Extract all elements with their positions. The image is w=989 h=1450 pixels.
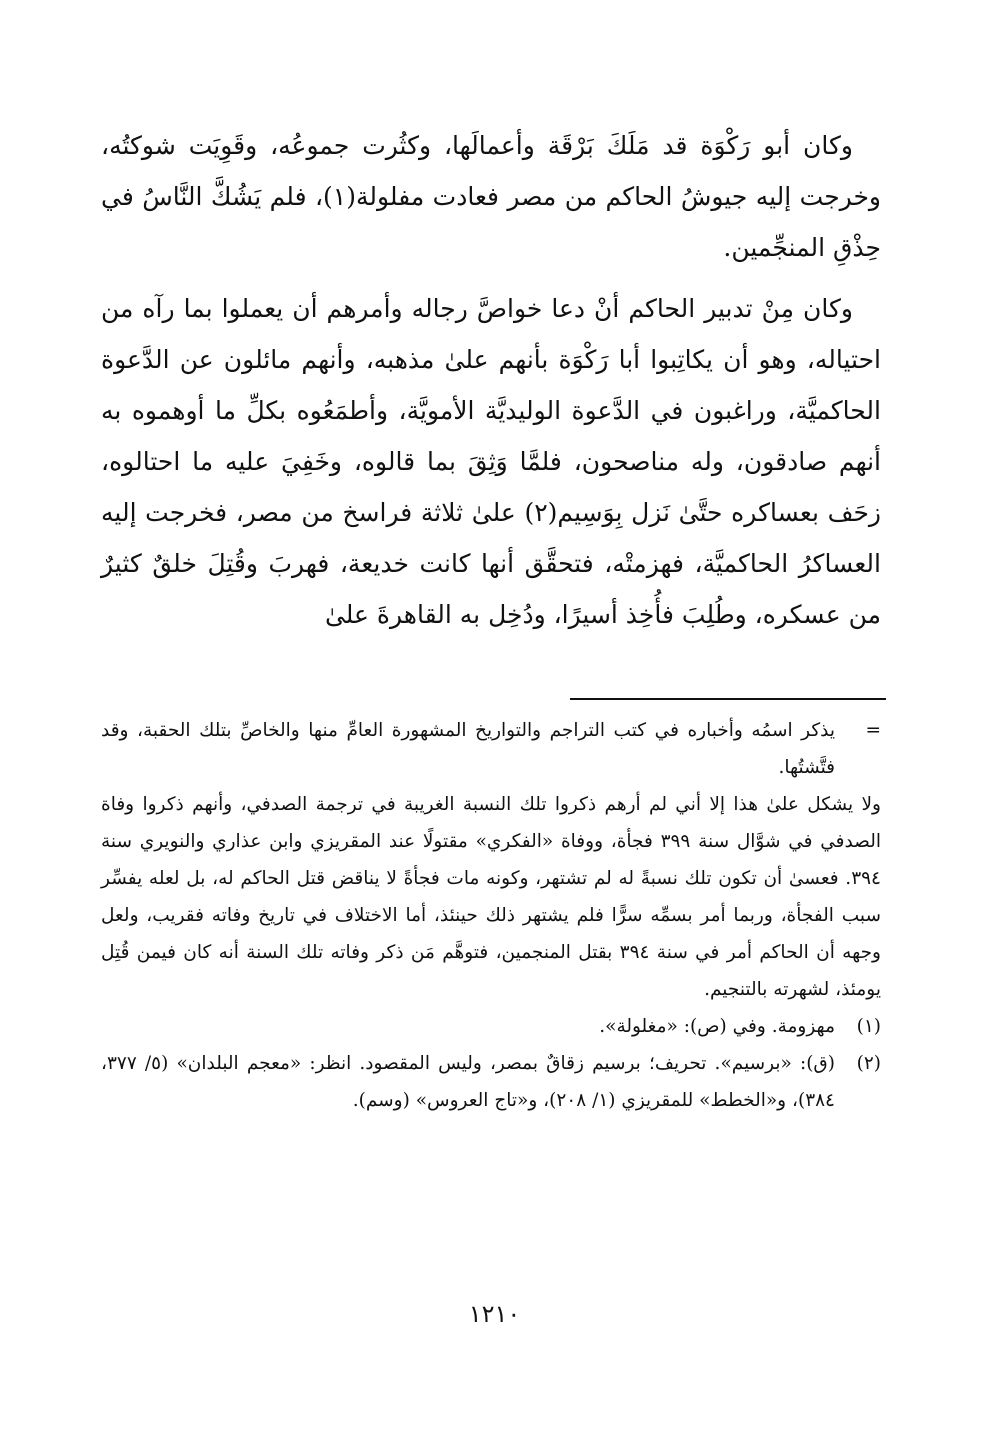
footnote-1 [101,1008,881,1045]
page-number: ١٢١٠ [468,1300,521,1328]
continuation-marker: = [865,720,881,741]
footnote-continuation-text-2: ولا يشكل علىٰ هذا إلا أني لم أرهم ذكروا تلك النسبة الغريبة في ترجمة الصدفي، وأنهم ذكروا وفاة الصدفي في شوَّال سنة ٣٩٩ فجأة، ووفاة «الفكري» مقتولًا عند المقريزي وابن عذاري والنويري سنة ٣٩٤. فعسىٰ أن تكون تلك نسبةً له لم تشتهر، وكونه مات فجأةً لا يناقض قتل الحاكم له، بل لعله يفسِّر سبب الفجأة، وربما أمر بسمِّه سرًّا فلم يشتهر ذلك حينئذ، أما الاختلاف في تاريخ وفاته فقريب، ولعل وجهه أن الحاكم أمر في سنة ٣٩٤ بقتل المنجمين، فتوهَّم مَن ذكر وفاته تلك السنة أنه كان فيمن قُتِل يومئذ، لشهرته بالتنجيم. [101,794,881,1000]
footnote-separator [570,698,886,700]
body-paragraph-2: وكان مِنْ تدبير الحاكم أنْ دعا خواصَّ رجاله وأمرهم أن يعملوا بما رآه من احتياله، وهو أن يكاتِبوا أبا رَكْوَة بأنهم علىٰ مذهبه، وأنهم مائلون عن الدَّعوة الحاكميَّة، وراغبون في الدَّعوة الوليديَّة الأمويَّة، وأطمَعُوه بكلِّ ما أوهموه به أنهم صادقون، وله مناصحون، فلمَّا وَثِقَ بما قالوه، وخَفِيَ عليه ما احتالوه، زحَف بعساكره حتَّىٰ نَزل بِوَسِيم(٢) علىٰ ثلاثة فراسخ من مصر، فخرجت إليه العساكرُ الحاكميَّة، فهزمتْه، فتحقَّق أنها كانت خديعة، فهربَ وقُتِلَ خلقٌ كثيرٌ من عسكره، وطُلِبَ فأُخِذ أسيرًا، ودُخِل به القاهرةَ علىٰ [101,294,881,629]
footnotes [101,712,881,1119]
footnote-2-text: (ق): «برسيم». تحريف؛ برسيم زقاقٌ بمصر، وليس المقصود. انظر: «معجم البلدان» (٥/ ٣٧٧، ٣٨٤)، و«الخطط» للمقريزي (١/ ٢٠٨)، و«تاج العروس» (وسم). [101,1053,835,1111]
footnote-continuation-2 [101,786,881,1008]
footnote-1-text: مهزومة. وفي (ص): «مغلولة». [599,1016,835,1037]
body-paragraph-1: وكان أبو رَكْوَة قد مَلَكَ بَرْقَة وأعمالَها، وكثُرت جموعُه، وقَوِيَت شوكتُه، وخرجت إليه جيوشُ الحاكم من مصر فعادت مفلولة(١)، فلم يَشُكَّ النَّاسُ في حِذْقِ المنجِّمين. [101,131,881,262]
footnote-continuation-text-1: يذكر اسمُه وأخباره في كتب التراجم والتواريخ المشهورة العامِّ منها والخاصِّ بتلك الحقبة، وقد فتَّشتُها. [101,720,835,778]
footnote-2-marker: (٢) [856,1053,881,1074]
footnote-2 [101,1045,881,1119]
main-text [101,120,881,640]
footnote-continuation [101,712,881,786]
footnote-1-marker: (١) [856,1016,881,1037]
